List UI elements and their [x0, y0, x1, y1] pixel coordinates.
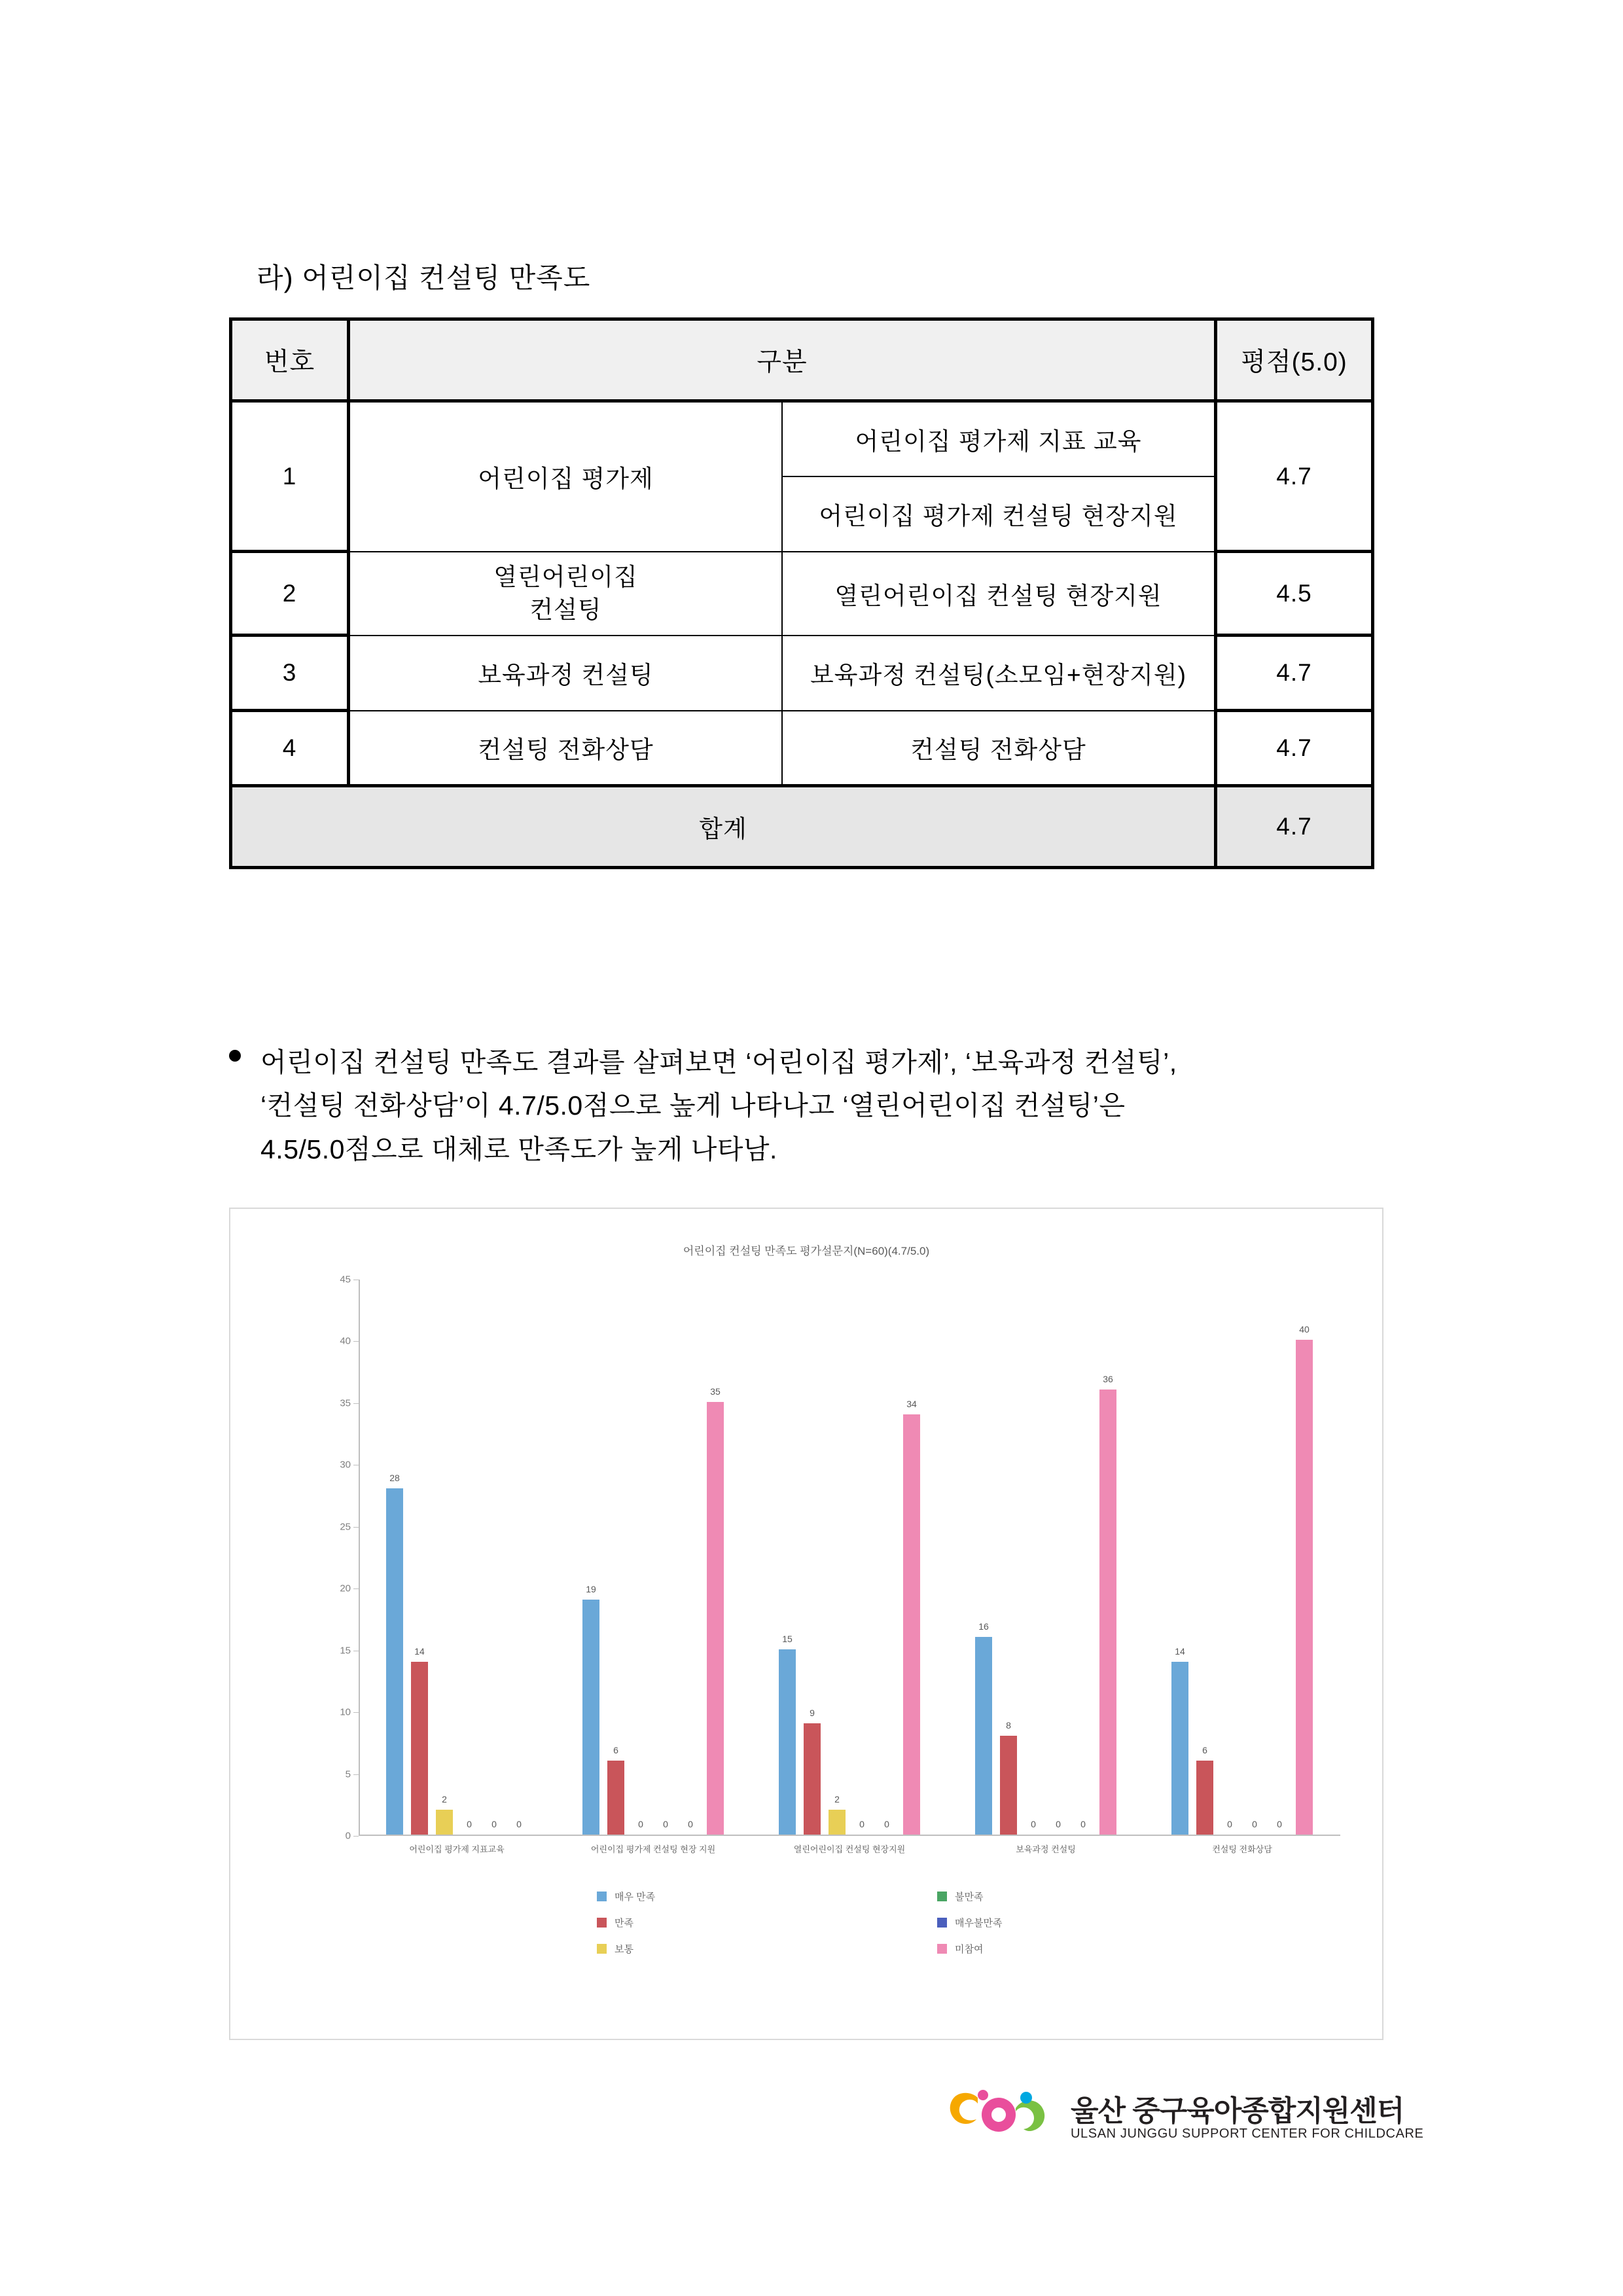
chart-bar — [779, 1633, 796, 1835]
legend-item — [937, 1916, 1002, 1929]
legend-label: 만족 — [615, 1918, 633, 1929]
chart-bar-value: 0 — [638, 1819, 643, 1829]
chart-bar-value: 8 — [1006, 1719, 1011, 1731]
chart-bar — [1171, 1645, 1188, 1835]
header-category: 구분 — [349, 319, 1216, 401]
chart-bar — [582, 1584, 599, 1835]
y-axis-tick-mark — [353, 1774, 359, 1775]
y-axis-tick: 5 — [345, 1768, 351, 1780]
chart-bar-group — [1144, 1278, 1340, 1854]
chart-bar — [607, 1744, 624, 1835]
chart-bar — [707, 1386, 724, 1835]
y-axis-tick-mark — [353, 1403, 359, 1404]
chart-bar-value: 0 — [1056, 1819, 1061, 1829]
chart-bar-value: 36 — [1103, 1374, 1113, 1384]
y-axis-tick: 25 — [340, 1521, 351, 1533]
y-axis-tick: 20 — [340, 1583, 351, 1594]
chart-bar-value: 0 — [516, 1819, 522, 1829]
bullet-dot-icon — [229, 1050, 241, 1062]
table-row — [231, 552, 1373, 636]
y-axis-tick-mark — [353, 1588, 359, 1589]
legend-label: 보통 — [615, 1944, 633, 1955]
row-score-3: 4.7 — [1216, 636, 1373, 711]
chart-bar — [386, 1473, 403, 1835]
legend-swatch-icon — [597, 1892, 607, 1901]
chart-bar — [903, 1398, 920, 1835]
footer-logo — [942, 2078, 1424, 2176]
row-detail-1b: 어린이집 평가제 컨설팅 현장지원 — [782, 476, 1216, 552]
header-no: 번호 — [231, 319, 349, 401]
legend-label: 매우불만족 — [955, 1918, 1003, 1929]
chart-bar-value: 2 — [834, 1794, 840, 1805]
legend-column — [937, 1890, 1002, 1968]
chart-bar-value: 0 — [663, 1819, 668, 1829]
chart-bar — [1099, 1374, 1116, 1835]
logo-subtitle: ULSAN JUNGGU SUPPORT CENTER FOR CHILDCARE — [1071, 2126, 1424, 2141]
chart-bar-value: 16 — [978, 1621, 989, 1632]
legend-column — [597, 1890, 655, 1968]
chart-bar-value: 6 — [613, 1744, 618, 1755]
x-axis-tick-label: 보육과정 컨설팅 — [1016, 1844, 1076, 1854]
chart-bar-value: 35 — [710, 1386, 721, 1397]
x-axis-tick-label: 컨설팅 전화상담 — [1212, 1844, 1272, 1854]
table-summary-row — [231, 786, 1373, 868]
legend-label: 불만족 — [955, 1892, 984, 1903]
summary-label: 합계 — [231, 786, 1216, 868]
legend-label: 미참여 — [955, 1944, 984, 1955]
legend-item — [597, 1890, 655, 1903]
chart-bar-value: 0 — [1080, 1819, 1086, 1829]
chart-bar — [1296, 1324, 1313, 1835]
chart-title: 어린이집 컨설팅 만족도 평가설문지(N=60)(4.7/5.0) — [683, 1245, 930, 1257]
chart-bar — [975, 1621, 992, 1835]
x-axis — [359, 1835, 1340, 1836]
chart-bar-value: 19 — [586, 1584, 596, 1595]
row-detail-2: 열린어린이집 컨설팅 현장지원 — [782, 552, 1216, 636]
chart-bar-group — [555, 1278, 751, 1854]
x-axis-tick-label: 열린어린이집 컨설팅 현장지원 — [793, 1844, 906, 1854]
y-axis-tick: 35 — [340, 1397, 351, 1409]
chart-bar-value: 0 — [859, 1819, 865, 1829]
y-axis-tick-mark — [353, 1712, 359, 1713]
chart-bar-value: 0 — [1252, 1819, 1257, 1829]
y-axis-tick: 15 — [340, 1645, 351, 1657]
chart-bar-value: 0 — [884, 1819, 889, 1829]
chart-bar — [829, 1794, 846, 1835]
row-detail-1a: 어린이집 평가제 지표 교육 — [782, 401, 1216, 476]
row-detail-4: 컨설팅 전화상담 — [782, 711, 1216, 786]
chart-bar — [804, 1708, 821, 1835]
row-category-4: 컨설팅 전화상담 — [349, 711, 783, 786]
row-category-3: 보육과정 컨설팅 — [349, 636, 783, 711]
legend-item — [597, 1942, 655, 1956]
chart-bar-value: 40 — [1299, 1324, 1310, 1335]
row-category-2-line1: 열린어린이집 — [493, 563, 638, 590]
row-no-3: 3 — [231, 636, 349, 711]
y-axis-tick-mark — [353, 1341, 359, 1342]
chart-bar-value: 0 — [1227, 1819, 1232, 1829]
table-row — [231, 401, 1373, 476]
y-axis-tick-mark — [353, 1836, 359, 1837]
row-no-1: 1 — [231, 401, 349, 552]
table-row — [231, 636, 1373, 711]
row-no-4: 4 — [231, 711, 349, 786]
y-axis-tick-mark — [353, 1527, 359, 1528]
satisfaction-table — [229, 317, 1374, 869]
legend-item — [597, 1916, 655, 1929]
legend-swatch-icon — [597, 1918, 607, 1928]
chart-bar — [1000, 1719, 1017, 1835]
y-axis-tick: 40 — [340, 1335, 351, 1347]
chart-bar-value: 34 — [906, 1398, 917, 1409]
chart-bar-group — [359, 1278, 555, 1854]
legend-swatch-icon — [937, 1892, 947, 1901]
header-score: 평점(5.0) — [1216, 319, 1373, 401]
table-header-row — [231, 319, 1373, 401]
row-category-2-line2: 컨설팅 — [529, 596, 602, 623]
legend-label: 매우 만족 — [615, 1892, 656, 1903]
chart-bar-value: 0 — [467, 1819, 472, 1829]
chart-bar-value: 0 — [491, 1819, 497, 1829]
chart-bar — [411, 1645, 428, 1835]
chart-bar-value: 15 — [782, 1633, 793, 1644]
row-no-2: 2 — [231, 552, 349, 636]
summary-score: 4.7 — [1216, 786, 1373, 868]
chart-bar — [436, 1794, 453, 1835]
center-logo-icon — [942, 2082, 1060, 2147]
chart-bar-value: 14 — [414, 1645, 425, 1657]
chart-bar-value: 9 — [810, 1708, 815, 1718]
bullet-line-1: 어린이집 컨설팅 만족도 결과를 살펴보면 ‘어린이집 평가제’, ‘보육과정 컨설팅’, — [260, 1047, 1177, 1077]
row-score-2: 4.5 — [1216, 552, 1373, 636]
row-category-2 — [349, 552, 783, 636]
chart-bar-value: 28 — [389, 1473, 400, 1484]
satisfaction-table-wrapper — [229, 317, 1374, 869]
legend-swatch-icon — [937, 1944, 947, 1954]
bullet-line-3: 4.5/5.0점으로 대체로 만족도가 높게 나타남. — [260, 1134, 777, 1164]
chart-legend — [230, 1890, 1382, 1988]
legend-swatch-icon — [937, 1918, 947, 1928]
chart-bar-value: 2 — [442, 1794, 447, 1805]
chart-bar-value: 0 — [1031, 1819, 1036, 1829]
legend-item — [937, 1890, 1002, 1903]
row-detail-3: 보육과정 컨설팅(소모임+현장지원) — [782, 636, 1216, 711]
bullet-text — [260, 1041, 1400, 1171]
chart-bar-value: 0 — [688, 1819, 693, 1829]
chart-bar-group — [948, 1278, 1144, 1854]
x-axis-tick-label: 어린이집 평가제 지표교육 — [409, 1844, 505, 1854]
chart-bar-group — [751, 1278, 948, 1854]
y-axis-tick: 10 — [340, 1706, 351, 1718]
chart-bar — [1196, 1744, 1213, 1835]
logo-title: 울산 중구육아종합지원센터 — [1071, 2095, 1404, 2127]
chart-bar-value: 0 — [1277, 1819, 1282, 1829]
chart-plot-area — [340, 1274, 1340, 1854]
legend-swatch-icon — [597, 1944, 607, 1954]
legend-item — [937, 1942, 1002, 1956]
y-axis-tick: 45 — [340, 1274, 351, 1285]
x-axis-tick-label: 어린이집 평가제 컨설팅 현장 지원 — [590, 1844, 716, 1854]
row-score-4: 4.7 — [1216, 711, 1373, 786]
page-title: 라) 어린이집 컨설팅 만족도 — [257, 262, 591, 293]
table-row — [231, 711, 1373, 786]
satisfaction-chart — [229, 1208, 1383, 2040]
summary-bullet — [229, 1041, 1400, 1171]
bullet-line-2: ‘컨설팅 전화상담’이 4.7/5.0점으로 높게 나타나고 ‘열린어린이집 컨설팅’은 — [260, 1090, 1126, 1121]
row-category-1: 어린이집 평가제 — [349, 401, 783, 552]
chart-bar-value: 6 — [1202, 1744, 1207, 1755]
y-axis-tick: 0 — [345, 1830, 351, 1842]
y-axis-tick: 30 — [340, 1459, 351, 1471]
chart-bar-value: 14 — [1175, 1645, 1185, 1657]
row-score-1: 4.7 — [1216, 401, 1373, 552]
